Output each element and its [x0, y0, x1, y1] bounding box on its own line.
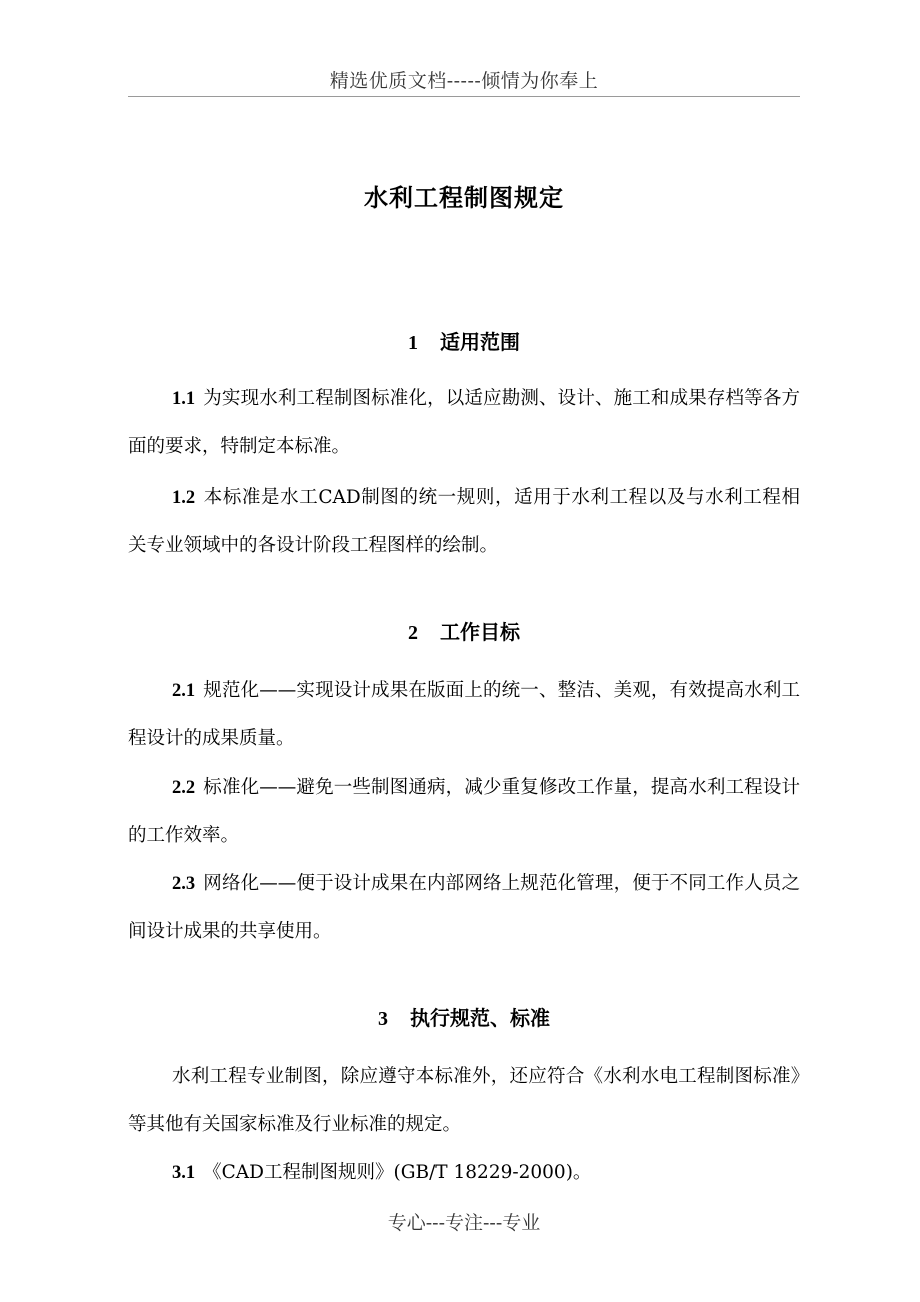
clause-number: 2.2	[172, 778, 196, 798]
clause-text: 网络化——便于设计成果在内部网络上规范化管理，便于不同工作人员之间设计成果的共享使用。	[128, 873, 800, 942]
page-header: 精选优质文档-----倾情为你奉上	[329, 70, 599, 92]
section-title: 执行规范、标准	[410, 1006, 550, 1030]
clause-number: 2.3	[172, 874, 196, 894]
page-footer: 专心---专注---专业	[387, 1212, 541, 1234]
paragraph-2-3	[128, 860, 800, 956]
section-title: 工作目标	[440, 620, 520, 644]
document-title: 水利工程制图规定	[364, 184, 564, 212]
section-2-heading	[128, 616, 800, 645]
section-number: 1	[408, 332, 418, 354]
clause-text: 规范化——实现设计成果在版面上的统一、整洁、美观，有效提高水利工程设计的成果质量。	[128, 680, 800, 749]
header-divider	[128, 96, 800, 97]
paragraph-2-1	[128, 667, 800, 763]
clause-number: 3.1	[172, 1163, 196, 1183]
clause-text: 《CAD工程制图规则》(GB/T 18229-2000)。	[203, 1162, 592, 1183]
paragraph-1-2	[128, 474, 800, 570]
clause-number: 1.2	[172, 488, 196, 508]
clause-number: 2.1	[172, 681, 196, 701]
section-title: 适用范围	[440, 330, 520, 354]
section-3-heading	[128, 1002, 800, 1031]
clause-text: 为实现水利工程制图标准化，以适应勘测、设计、施工和成果存档等各方面的要求，特制定本标准。	[128, 388, 800, 457]
section-number: 2	[408, 622, 418, 644]
clause-number: 1.1	[172, 389, 196, 409]
section-1-heading	[128, 326, 800, 355]
paragraph-2-2	[128, 764, 800, 860]
clause-text: 本标准是水工CAD制图的统一规则，适用于水利工程以及与水利工程相关专业领域中的各设计阶段工程图样的绘制。	[128, 487, 800, 556]
section-number: 3	[378, 1008, 388, 1030]
paragraph-3-1	[128, 1149, 800, 1197]
paragraph-1-1	[128, 375, 800, 471]
clause-text: 标准化——避免一些制图通病，减少重复修改工作量，提高水利工程设计的工作效率。	[128, 777, 800, 846]
section-3-intro: 水利工程专业制图，除应遵守本标准外，还应符合《水利水电工程制图标准》等其他有关国家标准及行业标准的规定。	[128, 1066, 800, 1135]
